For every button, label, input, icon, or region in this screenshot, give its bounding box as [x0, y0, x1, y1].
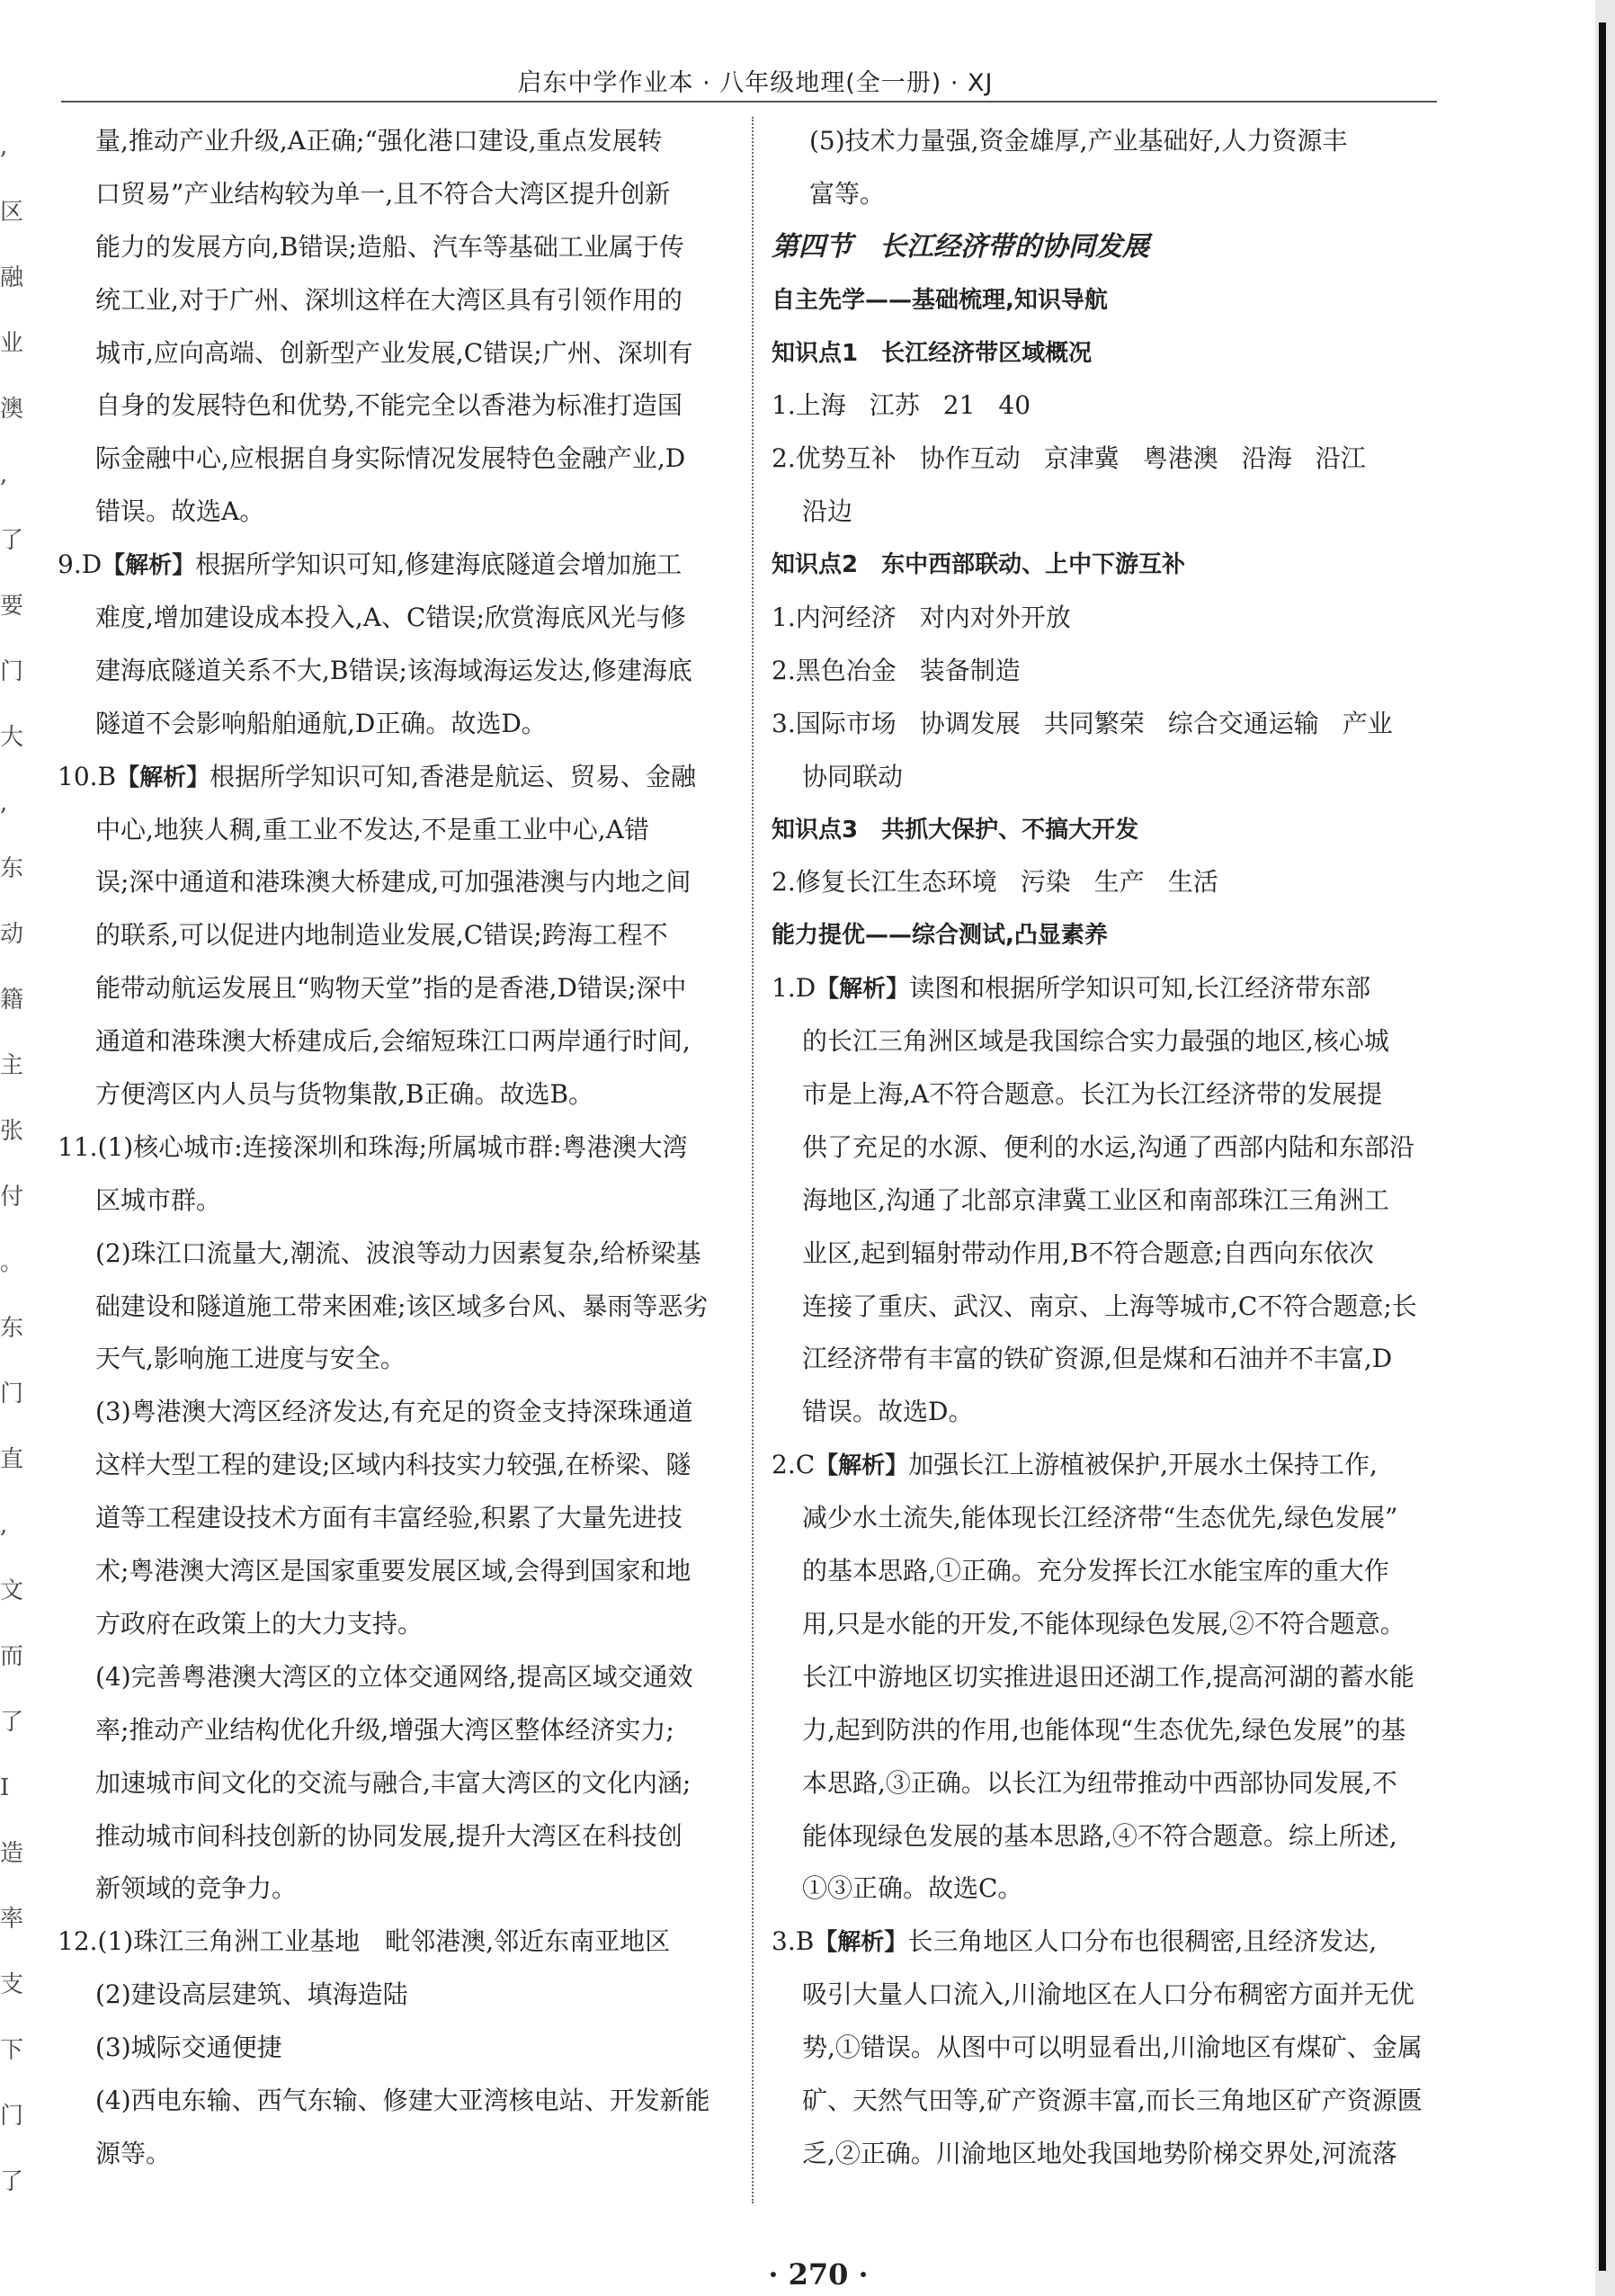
answer-number: 11.	[58, 1131, 98, 1162]
answer-r1	[772, 962, 1437, 1439]
text-line: 方便湾区内人员与货物集散,B正确。故选B。	[95, 1079, 594, 1110]
item-number: 1.	[772, 390, 796, 421]
edge-fragment: 了	[0, 527, 24, 554]
text-line: 错误。故选A。	[95, 496, 265, 527]
text-line: 长江中游地区切实推进退田还湖工作,提高河湖的蓄水能	[802, 1661, 1414, 1692]
section-title: 第四节 长江经济带的协同发展	[772, 230, 1149, 263]
prev-answer-tail	[772, 115, 1437, 221]
answer-part: 产业	[1342, 708, 1393, 738]
text-line: 新领域的竞争力。	[95, 1873, 298, 1904]
text-line: 通道和港珠澳大桥建成后,会缩短珠江口两岸通行时间,	[95, 1026, 691, 1057]
text-line: 市是上海,A不符合题意。长江为长江经济带的发展提	[802, 1079, 1383, 1110]
text-line: 能带动航运发展且“购物天堂”指的是香港,D错误;深中	[95, 973, 687, 1004]
ability-heading: 能力提优——综合测试,凸显素养	[772, 922, 1108, 950]
answer-q11	[58, 1121, 727, 1916]
text-line: (4)完善粤港澳大湾区的立体交通网络,提高区域交通效	[95, 1661, 693, 1692]
right-column	[772, 115, 1437, 2181]
edge-fragment: 了	[0, 2168, 24, 2195]
analysis-tag: 【解析】	[815, 1452, 909, 1480]
text-line: 率;推动产业结构优化升级,增强大湾区整体经济实力;	[95, 1714, 674, 1745]
edge-fragment: 门	[0, 1380, 24, 1407]
text-line: 供了充足的水源、便利的水运,沟通了西部内陆和东部沿	[802, 1131, 1414, 1162]
analysis-tag: 【解析】	[816, 976, 910, 1004]
edge-fragment: 融	[0, 264, 24, 291]
text-line: 的长江三角洲区域是我国综合实力最强的地区,核心城	[802, 1026, 1389, 1057]
answer-r3	[772, 1916, 1437, 2180]
kp1-item-2	[772, 433, 1437, 486]
answer-q12	[58, 1916, 727, 2180]
answer-part: 江苏	[869, 390, 920, 421]
text-line: 隧道不会影响船舶通航,D正确。故选D。	[95, 708, 547, 738]
text-line: 势,①错误。从图中可以明显看出,川渝地区有煤矿、金属	[802, 2032, 1423, 2063]
answer-part: 上海	[795, 390, 846, 421]
answer-part: 协作互动	[919, 443, 1021, 474]
edge-fragment: 直	[0, 1446, 24, 1473]
knowledge-point-3-title: 知识点3 共抓大保护、不搞大开发	[772, 816, 1139, 844]
answer-part: 修复长江生态环境	[795, 867, 997, 898]
text-line: 际金融中心,应根据自身实际情况发展特色金融产业,D	[95, 443, 686, 474]
text-line: 业区,起到辐射带动作用,B不符合题意;自西向东依次	[802, 1237, 1374, 1268]
text-line: 矿、天然气田等,矿产资源丰富,而长三角地区矿产资源匮	[802, 2085, 1423, 2115]
answer-q10	[58, 751, 727, 1121]
analysis-tag: 【解析】	[116, 764, 210, 791]
answer-q9	[58, 539, 727, 751]
item-number: 1.	[772, 603, 796, 633]
answer-part: 沿海	[1241, 443, 1292, 474]
text-line: 自身的发展特色和优势,不能完全以香港为标准打造国	[95, 390, 683, 421]
text-line: 根据所学知识可知,香港是航运、贸易、金融	[210, 761, 697, 791]
text-line: 加速城市间文化的交流与融合,丰富大湾区的文化内涵;	[95, 1767, 692, 1798]
edge-fragment: 籍	[0, 987, 24, 1014]
answer-part: 21	[942, 390, 976, 421]
text-line: 长三角地区人口分布也很稠密,且经济发达,	[907, 1926, 1378, 1957]
edge-fragment: 大	[0, 724, 24, 751]
text-line: 区城市群。	[95, 1184, 222, 1215]
knowledge-point-1-title: 知识点1 长江经济带区域概况	[772, 339, 1093, 367]
text-line: 方政府在政策上的大力支持。	[95, 1608, 424, 1639]
text-line: 础建设和隧道施工带来困难;该区域多台风、暴雨等恶劣	[95, 1291, 709, 1321]
text-line: 天气,影响施工进度与安全。	[95, 1344, 406, 1374]
page-spine	[1595, 0, 1615, 2296]
answer-number: 2.C	[772, 1450, 816, 1480]
kp2-item-1	[772, 592, 1437, 645]
item-number: 2.	[772, 867, 796, 898]
edge-fragment: 付	[0, 1184, 24, 1211]
text-line: 术;粤港澳大湾区是国家重要发展区域,会得到国家和地	[95, 1556, 692, 1586]
edge-fragment: ,	[0, 1512, 8, 1539]
text-line: 的基本思路,①正确。充分发挥长江水能宝库的重大作	[802, 1556, 1389, 1586]
item-number: 3.	[772, 708, 796, 738]
text-line: 推动城市间科技创新的协同发展,提升大湾区在科技创	[95, 1820, 683, 1851]
text-line: 协同联动	[802, 761, 904, 791]
text-line: 力,起到防洪的作用,也能体现“生态优先,绿色发展”的基	[802, 1714, 1406, 1745]
kp1-item-1	[772, 380, 1437, 433]
kp3-item-2	[772, 856, 1437, 909]
edge-fragment: 东	[0, 855, 24, 882]
text-line: (3)粤港澳大湾区经济发达,有充足的资金支持深珠通道	[95, 1397, 693, 1427]
text-line: 本思路,③正确。以长江为纽带推动中西部协同发展,不	[802, 1767, 1397, 1798]
answer-part: 优势互补	[795, 443, 897, 474]
left-page-edge	[0, 0, 24, 2296]
text-line: 误;深中通道和港珠澳大桥建成,可加强港澳与内地之间	[95, 867, 692, 898]
column-divider	[752, 117, 754, 2203]
edge-fragment: 率	[0, 1906, 24, 1933]
text-line: 建海底隧道关系不大,B错误;该海域海运发达,修建海底	[95, 655, 692, 685]
header-rule	[61, 101, 1437, 103]
text-line: 用,只是水能的开发,不能体现绿色发展,②不符合题意。	[802, 1608, 1405, 1639]
text-line: 的联系,可以促进内地制造业发展,C错误;跨海工程不	[95, 920, 668, 951]
left-column	[58, 115, 727, 2181]
edge-fragment: 张	[0, 1118, 24, 1145]
text-line: 读图和根据所学知识可知,长江经济带东部	[909, 973, 1371, 1004]
kp2-item-2	[772, 645, 1437, 698]
edge-fragment: 动	[0, 921, 24, 948]
text-line: 沿边	[802, 496, 853, 527]
edge-fragment: 澳	[0, 396, 24, 423]
spine-bar	[1599, 22, 1606, 2271]
text-line: (2)建设高层建筑、填海造陆	[95, 1979, 408, 2010]
knowledge-point-2-title: 知识点2 东中西部联动、上中下游互补	[772, 551, 1186, 579]
text-line: 这样大型工程的建设;区域内科技实力较强,在桥梁、隧	[95, 1450, 692, 1480]
edge-fragment: 而	[0, 1643, 24, 1670]
text-line: 吸引大量人口流入,川渝地区在人口分布稠密方面并无优	[802, 1979, 1414, 2010]
answer-number: 10.B	[58, 761, 117, 791]
q8-tail	[58, 115, 727, 539]
answer-part: 黑色冶金	[795, 655, 897, 685]
text-line: 错误。故选D。	[802, 1397, 974, 1427]
text-line: 加强长江上游植被保护,开展水土保持工作,	[908, 1450, 1378, 1480]
text-line: (1)核心城市:连接深圳和珠海;所属城市群:粤港澳大湾	[97, 1131, 688, 1162]
text-line: 连接了重庆、武汉、南京、上海等城市,C不符合题意;长	[802, 1291, 1417, 1321]
text-line: 富等。	[809, 178, 886, 209]
answer-part: 污染	[1020, 867, 1071, 898]
answer-number: 3.B	[772, 1926, 815, 1957]
answer-part: 40	[998, 390, 1031, 421]
text-line: 道等工程建设技术方面有丰富经验,积累了大量先进技	[95, 1503, 683, 1533]
text-line: 统工业,对于广州、深圳这样在大湾区具有引领作用的	[95, 284, 683, 315]
answer-part: 国际市场	[795, 708, 897, 738]
answer-part: 京津冀	[1043, 443, 1120, 474]
edge-fragment: 要	[0, 593, 24, 620]
text-line: 江经济带有丰富的铁矿资源,但是煤和石油并不丰富,D	[802, 1344, 1393, 1374]
analysis-tag: 【解析】	[102, 552, 196, 580]
text-line: 源等。	[95, 2138, 172, 2168]
text-line: (3)城际交通便捷	[95, 2032, 282, 2063]
text-line: 乏,②正确。川渝地区地处我国地势阶梯交界处,河流落	[802, 2138, 1397, 2168]
text-line: 量,推动产业升级,A正确;“强化港口建设,重点发展转	[95, 126, 663, 156]
edge-fragment: 东	[0, 1315, 24, 1342]
answer-number: 1.D	[772, 973, 816, 1004]
answer-r2	[772, 1439, 1437, 1916]
edge-fragment: 主	[0, 1052, 24, 1079]
answer-part: 对内对外开放	[919, 603, 1071, 633]
text-line: 中心,地狭人稠,重工业不发达,不是重工业中心,A错	[95, 814, 649, 844]
text-line: 海地区,沟通了北部京津冀工业区和南部珠江三角洲工	[802, 1184, 1389, 1215]
edge-fragment: 造	[0, 1840, 24, 1867]
edge-fragment: 门	[0, 2103, 24, 2130]
answer-part: 内河经济	[795, 603, 897, 633]
edge-fragment: 。	[0, 1249, 24, 1276]
edge-fragment: I	[0, 1774, 10, 1801]
answer-number: 12.	[58, 1926, 98, 1957]
text-line: (2)珠江口流量大,潮流、波浪等动力因素复杂,给桥梁基	[95, 1237, 701, 1268]
text-line: 能力的发展方向,B错误;造船、汽车等基础工业属于传	[95, 231, 684, 262]
edge-fragment: 文	[0, 1577, 24, 1604]
edge-fragment: 支	[0, 1971, 24, 1998]
answer-part: 协调发展	[919, 708, 1021, 738]
answer-part: 沿江	[1315, 443, 1366, 474]
edge-fragment: 下	[0, 2037, 24, 2064]
edge-fragment: ,	[0, 133, 8, 160]
answer-part: 装备制造	[919, 655, 1021, 685]
text-line: 根据所学知识可知,修建海底隧道会增加施工	[195, 549, 683, 580]
text-line: 减少水土流失,能体现长江经济带“生态优先,绿色发展”	[802, 1503, 1398, 1533]
text-line: (4)西电东输、西气东输、修建大亚湾核电站、开发新能	[95, 2085, 710, 2115]
edge-fragment: 业	[0, 330, 24, 357]
analysis-tag: 【解析】	[814, 1929, 908, 1957]
answer-part: 综合交通运输	[1167, 708, 1319, 738]
edge-fragment: 门	[0, 658, 24, 685]
page-header: 启东中学作业本 · 八年级地理(全一册) · XJ	[517, 69, 994, 97]
kp2-item-3	[772, 698, 1437, 751]
answer-part: 生产	[1093, 867, 1145, 898]
edge-fragment: ,	[0, 790, 8, 817]
text-line: (1)珠江三角洲工业基地 毗邻港澳,邻近东南亚地区	[97, 1926, 671, 1957]
edge-fragment: 了	[0, 1709, 24, 1736]
text-line: 能体现绿色发展的基本思路,④不符合题意。综上所述,	[802, 1820, 1397, 1851]
answer-part: 生活	[1167, 867, 1218, 898]
text-line: ①③正确。故选C。	[802, 1873, 1023, 1904]
text-line: 城市,应向高端、创新型产业发展,C错误;广州、深圳有	[95, 337, 693, 368]
page-number: · 270 ·	[768, 2257, 869, 2292]
self-study-heading: 自主先学——基础梳理,知识导航	[772, 286, 1108, 314]
answer-part: 粤港澳	[1142, 443, 1218, 474]
answer-number: 9.D	[58, 549, 103, 580]
answer-part: 共同繁荣	[1043, 708, 1145, 738]
item-number: 2.	[772, 655, 796, 685]
text-line: 难度,增加建设成本投入,A、C错误;欣赏海底风光与修	[95, 603, 686, 633]
text-line: 口贸易”产业结构较为单一,且不符合大湾区提升创新	[95, 178, 671, 209]
item-number: 2.	[772, 443, 796, 474]
edge-fragment: ,	[0, 461, 8, 488]
edge-fragment: 区	[0, 199, 24, 226]
text-line: (5)技术力量强,资金雄厚,产业基础好,人力资源丰	[809, 126, 1348, 156]
